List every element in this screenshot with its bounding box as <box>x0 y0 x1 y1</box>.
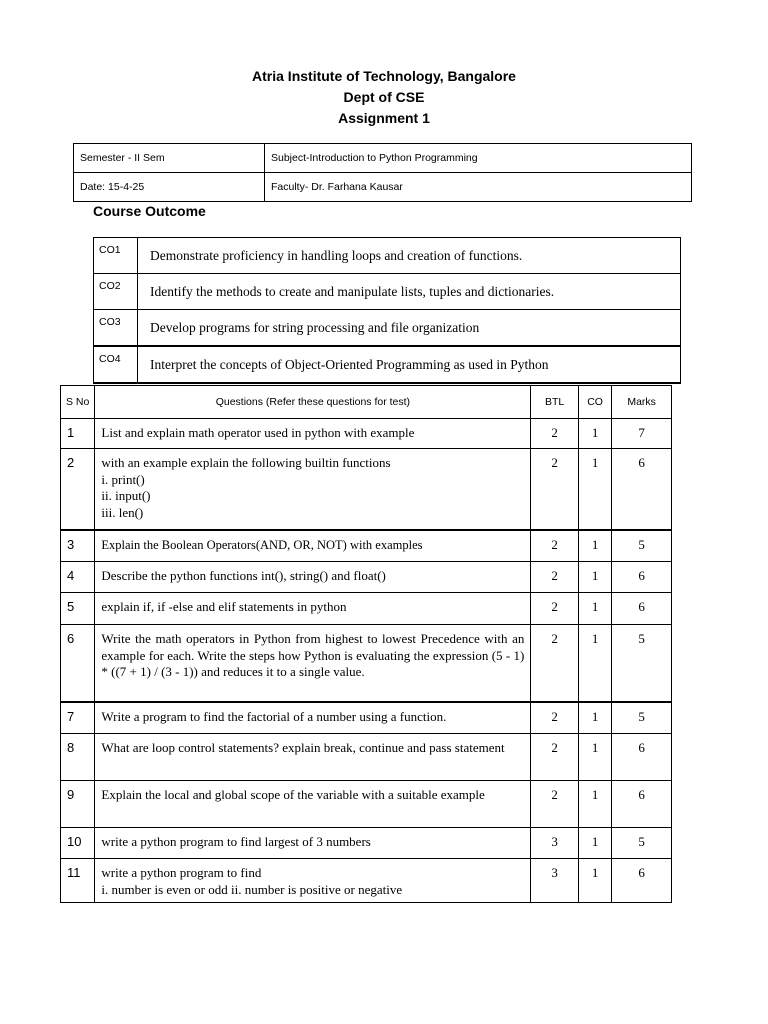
question-number: 9 <box>61 781 95 828</box>
marks-value: 6 <box>612 781 672 828</box>
question-line: What are loop control statements? explain break, continue and pass statement <box>101 740 505 755</box>
co-value: 1 <box>578 419 611 449</box>
table-row <box>61 859 672 903</box>
co-value: 1 <box>578 625 611 702</box>
question-line: ii. input() <box>101 488 151 503</box>
question-text <box>95 828 531 859</box>
question-number: 7 <box>61 702 95 734</box>
table-row <box>61 562 672 593</box>
header-marks: Marks <box>612 386 672 419</box>
co-code: CO2 <box>94 274 138 310</box>
marks-value: 6 <box>612 593 672 625</box>
question-text <box>95 562 531 593</box>
question-line: iii. len() <box>101 504 144 520</box>
marks-value: 6 <box>612 562 672 593</box>
co-value: 1 <box>578 562 611 593</box>
question-text <box>95 734 531 781</box>
question-line: Explain the Boolean Operators(AND, OR, NOT) with examples <box>101 537 423 552</box>
btl-value: 2 <box>531 702 579 734</box>
question-number: 11 <box>61 859 95 903</box>
question-line: Write the math operators in Python from highest to lowest Precedence with an example for each. Write the steps how Python is evaluating the expression (5 - 1) * ((7 + 1) / (3 - 1)) and reduces it to a single value. <box>101 631 525 679</box>
questions-table <box>60 385 672 903</box>
btl-value: 2 <box>531 781 579 828</box>
btl-value: 2 <box>531 593 579 625</box>
question-number: 3 <box>61 530 95 562</box>
question-line: i. number is even or odd ii. number is positive or negative <box>101 881 403 897</box>
course-outcome-table <box>93 237 681 384</box>
question-line: with an example explain the following builtin functions <box>101 455 391 470</box>
question-text <box>95 859 531 903</box>
question-number: 6 <box>61 625 95 702</box>
co-value: 1 <box>578 734 611 781</box>
table-row <box>61 734 672 781</box>
question-text <box>95 419 531 449</box>
co-value: 1 <box>578 593 611 625</box>
question-number: 5 <box>61 593 95 625</box>
btl-value: 2 <box>531 625 579 702</box>
assignment-title: Assignment 1 <box>338 110 430 126</box>
co-value: 1 <box>578 530 611 562</box>
marks-value: 6 <box>612 859 672 903</box>
faculty-cell: Faculty- Dr. Farhana Kausar <box>265 173 692 202</box>
date-cell: Date: 15-4-25 <box>74 173 265 202</box>
btl-value: 3 <box>531 828 579 859</box>
btl-value: 2 <box>531 734 579 781</box>
question-line: Describe the python functions int(), string() and float() <box>101 568 386 583</box>
marks-value: 6 <box>612 449 672 530</box>
question-line: i. print() <box>101 471 145 487</box>
question-line: write a python program to find largest of 3 numbers <box>101 834 371 849</box>
marks-value: 5 <box>612 625 672 702</box>
course-outcome-row <box>94 310 681 347</box>
marks-value: 7 <box>612 419 672 449</box>
question-line: Write a program to find the factorial of a number using a function. <box>101 708 447 724</box>
question-number: 10 <box>61 828 95 859</box>
department-title: Dept of CSE <box>343 89 425 105</box>
question-line: Explain the local and global scope of the variable with a suitable example <box>101 787 485 802</box>
question-line: write a python program to find <box>101 865 262 880</box>
questions-body <box>61 419 672 903</box>
btl-value: 2 <box>531 449 579 530</box>
marks-value: 6 <box>612 734 672 781</box>
course-outcome-row <box>94 346 681 383</box>
question-text <box>95 781 531 828</box>
marks-value: 5 <box>612 828 672 859</box>
btl-value: 2 <box>531 419 579 449</box>
info-table <box>73 143 692 202</box>
header-co: CO <box>578 386 611 419</box>
course-outcome-heading: Course Outcome <box>93 203 206 219</box>
co-value: 1 <box>578 702 611 734</box>
marks-value: 5 <box>612 530 672 562</box>
question-text <box>95 593 531 625</box>
table-row <box>61 593 672 625</box>
table-row <box>61 419 672 449</box>
header-btl: BTL <box>531 386 579 419</box>
question-line: List and explain math operator used in python with example <box>101 425 415 440</box>
course-outcome-row <box>94 238 681 274</box>
co-value: 1 <box>578 859 611 903</box>
question-number: 4 <box>61 562 95 593</box>
questions-header-row <box>61 386 672 419</box>
co-code: CO1 <box>94 238 138 274</box>
co-value: 1 <box>578 828 611 859</box>
header-sno: S No <box>61 386 95 419</box>
co-value: 1 <box>578 781 611 828</box>
btl-value: 3 <box>531 859 579 903</box>
document-header <box>0 66 768 129</box>
course-outcome-row <box>94 274 681 310</box>
table-row <box>61 702 672 734</box>
co-code: CO4 <box>94 346 138 383</box>
co-code: CO3 <box>94 310 138 347</box>
question-text <box>95 702 531 734</box>
question-number: 2 <box>61 449 95 530</box>
table-row <box>61 781 672 828</box>
co-description: Demonstrate proficiency in handling loops and creation of functions. <box>138 238 681 274</box>
question-number: 8 <box>61 734 95 781</box>
table-row <box>61 625 672 702</box>
co-description: Interpret the concepts of Object-Oriented Programming as used in Python <box>138 346 681 383</box>
question-text <box>95 530 531 562</box>
btl-value: 2 <box>531 562 579 593</box>
question-line: explain if, if -else and elif statements in python <box>101 599 347 614</box>
co-description: Identify the methods to create and manipulate lists, tuples and dictionaries. <box>138 274 681 310</box>
table-row <box>61 530 672 562</box>
semester-cell: Semester - II Sem <box>74 144 265 173</box>
subject-cell: Subject-Introduction to Python Programming <box>265 144 692 173</box>
btl-value: 2 <box>531 530 579 562</box>
table-row <box>61 449 672 530</box>
question-number: 1 <box>61 419 95 449</box>
question-text <box>95 449 531 530</box>
institute-title: Atria Institute of Technology, Bangalore <box>252 68 516 84</box>
marks-value: 5 <box>612 702 672 734</box>
table-row <box>61 828 672 859</box>
co-value: 1 <box>578 449 611 530</box>
co-description: Develop programs for string processing and file organization <box>138 310 681 347</box>
question-text <box>95 625 531 702</box>
header-question: Questions (Refer these questions for test) <box>95 386 531 419</box>
